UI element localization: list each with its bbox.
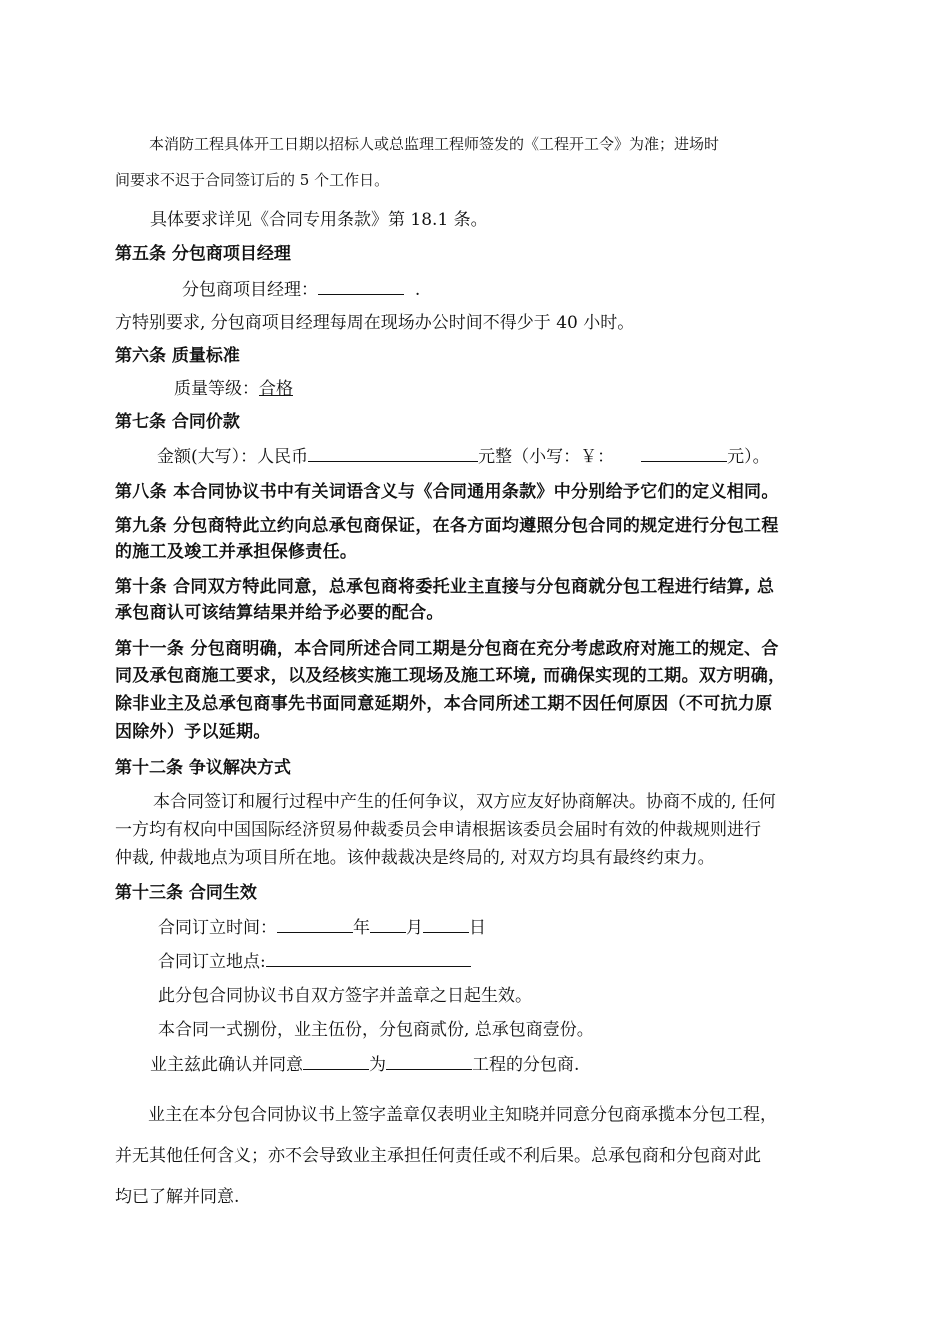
- owner-confirm-label: 业主兹此确认并同意: [150, 1055, 303, 1075]
- article-12-heading: 第十二条 争议解决方式: [115, 758, 291, 778]
- month-label: 月: [406, 918, 423, 938]
- closing-line2: 并无其他任何含义；亦不会导致业主承担任何责任或不利后果。总承包商和分包商对此: [115, 1146, 761, 1166]
- amount-mid: 元整（小写：￥：: [478, 447, 615, 467]
- article-9-line1: 第九条 分包商特此立约向总承包商保证，在各方面均遵照分包合同的规定进行分包工程: [115, 516, 779, 536]
- article-8: 第八条 本合同协议书中有关词语含义与《合同通用条款》中分别给予它们的定义相同。: [115, 482, 779, 502]
- year-label: 年: [353, 918, 370, 938]
- article-11-line3: 除非业主及总承包商事先书面同意延期外，本合同所述工期不因任何原因（不可抗力原: [115, 694, 773, 714]
- quality-grade-line: [174, 378, 293, 400]
- article-5-heading: 第五条 分包商项目经理: [115, 244, 291, 264]
- owner-confirm-for: 为: [369, 1055, 386, 1075]
- para1-line1: 本消防工程具体开工日期以招标人或总监理工程师签发的《工程开工令》为准；进场时: [149, 135, 720, 153]
- article-11-line2: 同及承包商施工要求，以及经核实施工现场及施工环境, 而确保实现的工期。双方明确，: [115, 666, 786, 686]
- quality-grade-label: 质量等级：: [174, 379, 259, 399]
- article-12-line3: 仲裁, 仲裁地点为项目所在地。该仲裁裁决是终局的, 对双方均具有最终约束力。: [115, 848, 715, 868]
- amount-label: 金额(大写）：人民币: [157, 447, 309, 467]
- signing-time-label: 合同订立时间：: [158, 918, 277, 938]
- article-10-line1: 第十条 合同双方特此同意，总承包商将委托业主直接与分包商就分包工程进行结算, 总: [115, 577, 775, 597]
- signing-place-label: 合同订立地点:: [158, 952, 266, 972]
- year-blank[interactable]: [277, 916, 353, 933]
- amount-end: 元）。: [727, 447, 770, 467]
- article-7-heading: 第七条 合同价款: [115, 412, 240, 432]
- day-blank[interactable]: [423, 916, 469, 933]
- article-6-heading: 第六条 质量标准: [115, 346, 240, 366]
- month-blank[interactable]: [370, 916, 406, 933]
- article-12-line1: 本合同签订和履行过程中产生的任何争议，双方应友好协商解决。协商不成的, 任何: [153, 792, 776, 812]
- project-manager-blank[interactable]: [318, 278, 404, 295]
- amount-figures-blank[interactable]: [641, 445, 727, 462]
- contract-amount-line: [157, 445, 770, 468]
- signing-place-line: [158, 950, 471, 973]
- owner-confirm-line: [150, 1053, 579, 1076]
- project-name-blank[interactable]: [386, 1053, 472, 1070]
- article-11-line4: 因除外）予以延期。: [115, 722, 271, 742]
- amount-words-blank[interactable]: [308, 445, 478, 462]
- project-manager-requirement: 方特别要求, 分包商项目经理每周在现场办公时间不得少于 40 小时。: [115, 313, 635, 333]
- quality-grade-value: 合格: [259, 379, 293, 399]
- signing-time-line: [158, 916, 486, 939]
- effective-clause: 此分包合同协议书自双方签字并盖章之日起生效。: [158, 986, 532, 1006]
- para1-line2: 间要求不迟于合同签订后的 5 个工作日。: [115, 171, 390, 189]
- day-label: 日: [469, 918, 486, 938]
- article-9-line2: 的施工及竣工并承担保修责任。: [115, 542, 358, 562]
- project-manager-end: .: [414, 280, 421, 300]
- article-13-heading: 第十三条 合同生效: [115, 883, 257, 903]
- signing-place-blank[interactable]: [266, 950, 471, 967]
- subcontractor-blank[interactable]: [303, 1053, 369, 1070]
- project-manager-label: 分包商项目经理：: [182, 280, 318, 300]
- article-12-line2: 一方均有权向中国国际经济贸易仲裁委员会申请根据该委员会届时有效的仲裁规则进行: [115, 820, 761, 840]
- owner-confirm-end: 工程的分包商.: [472, 1055, 580, 1075]
- copies-clause: 本合同一式捌份，业主伍份，分包商贰份, 总承包商壹份。: [158, 1020, 594, 1040]
- project-manager-line: [182, 278, 420, 301]
- closing-line1: 业主在本分包合同协议书上签字盖章仅表明业主知晓并同意分包商承揽本分包工程，: [148, 1105, 777, 1125]
- para2: 具体要求详见《合同专用条款》第 18.1 条。: [150, 210, 488, 230]
- closing-line3: 均已了解并同意.: [115, 1187, 240, 1207]
- article-10-line2: 承包商认可该结算结果并给予必要的配合。: [115, 603, 444, 623]
- article-11-line1: 第十一条 分包商明确，本合同所述合同工期是分包商在充分考虑政府对施工的规定、合: [115, 639, 779, 659]
